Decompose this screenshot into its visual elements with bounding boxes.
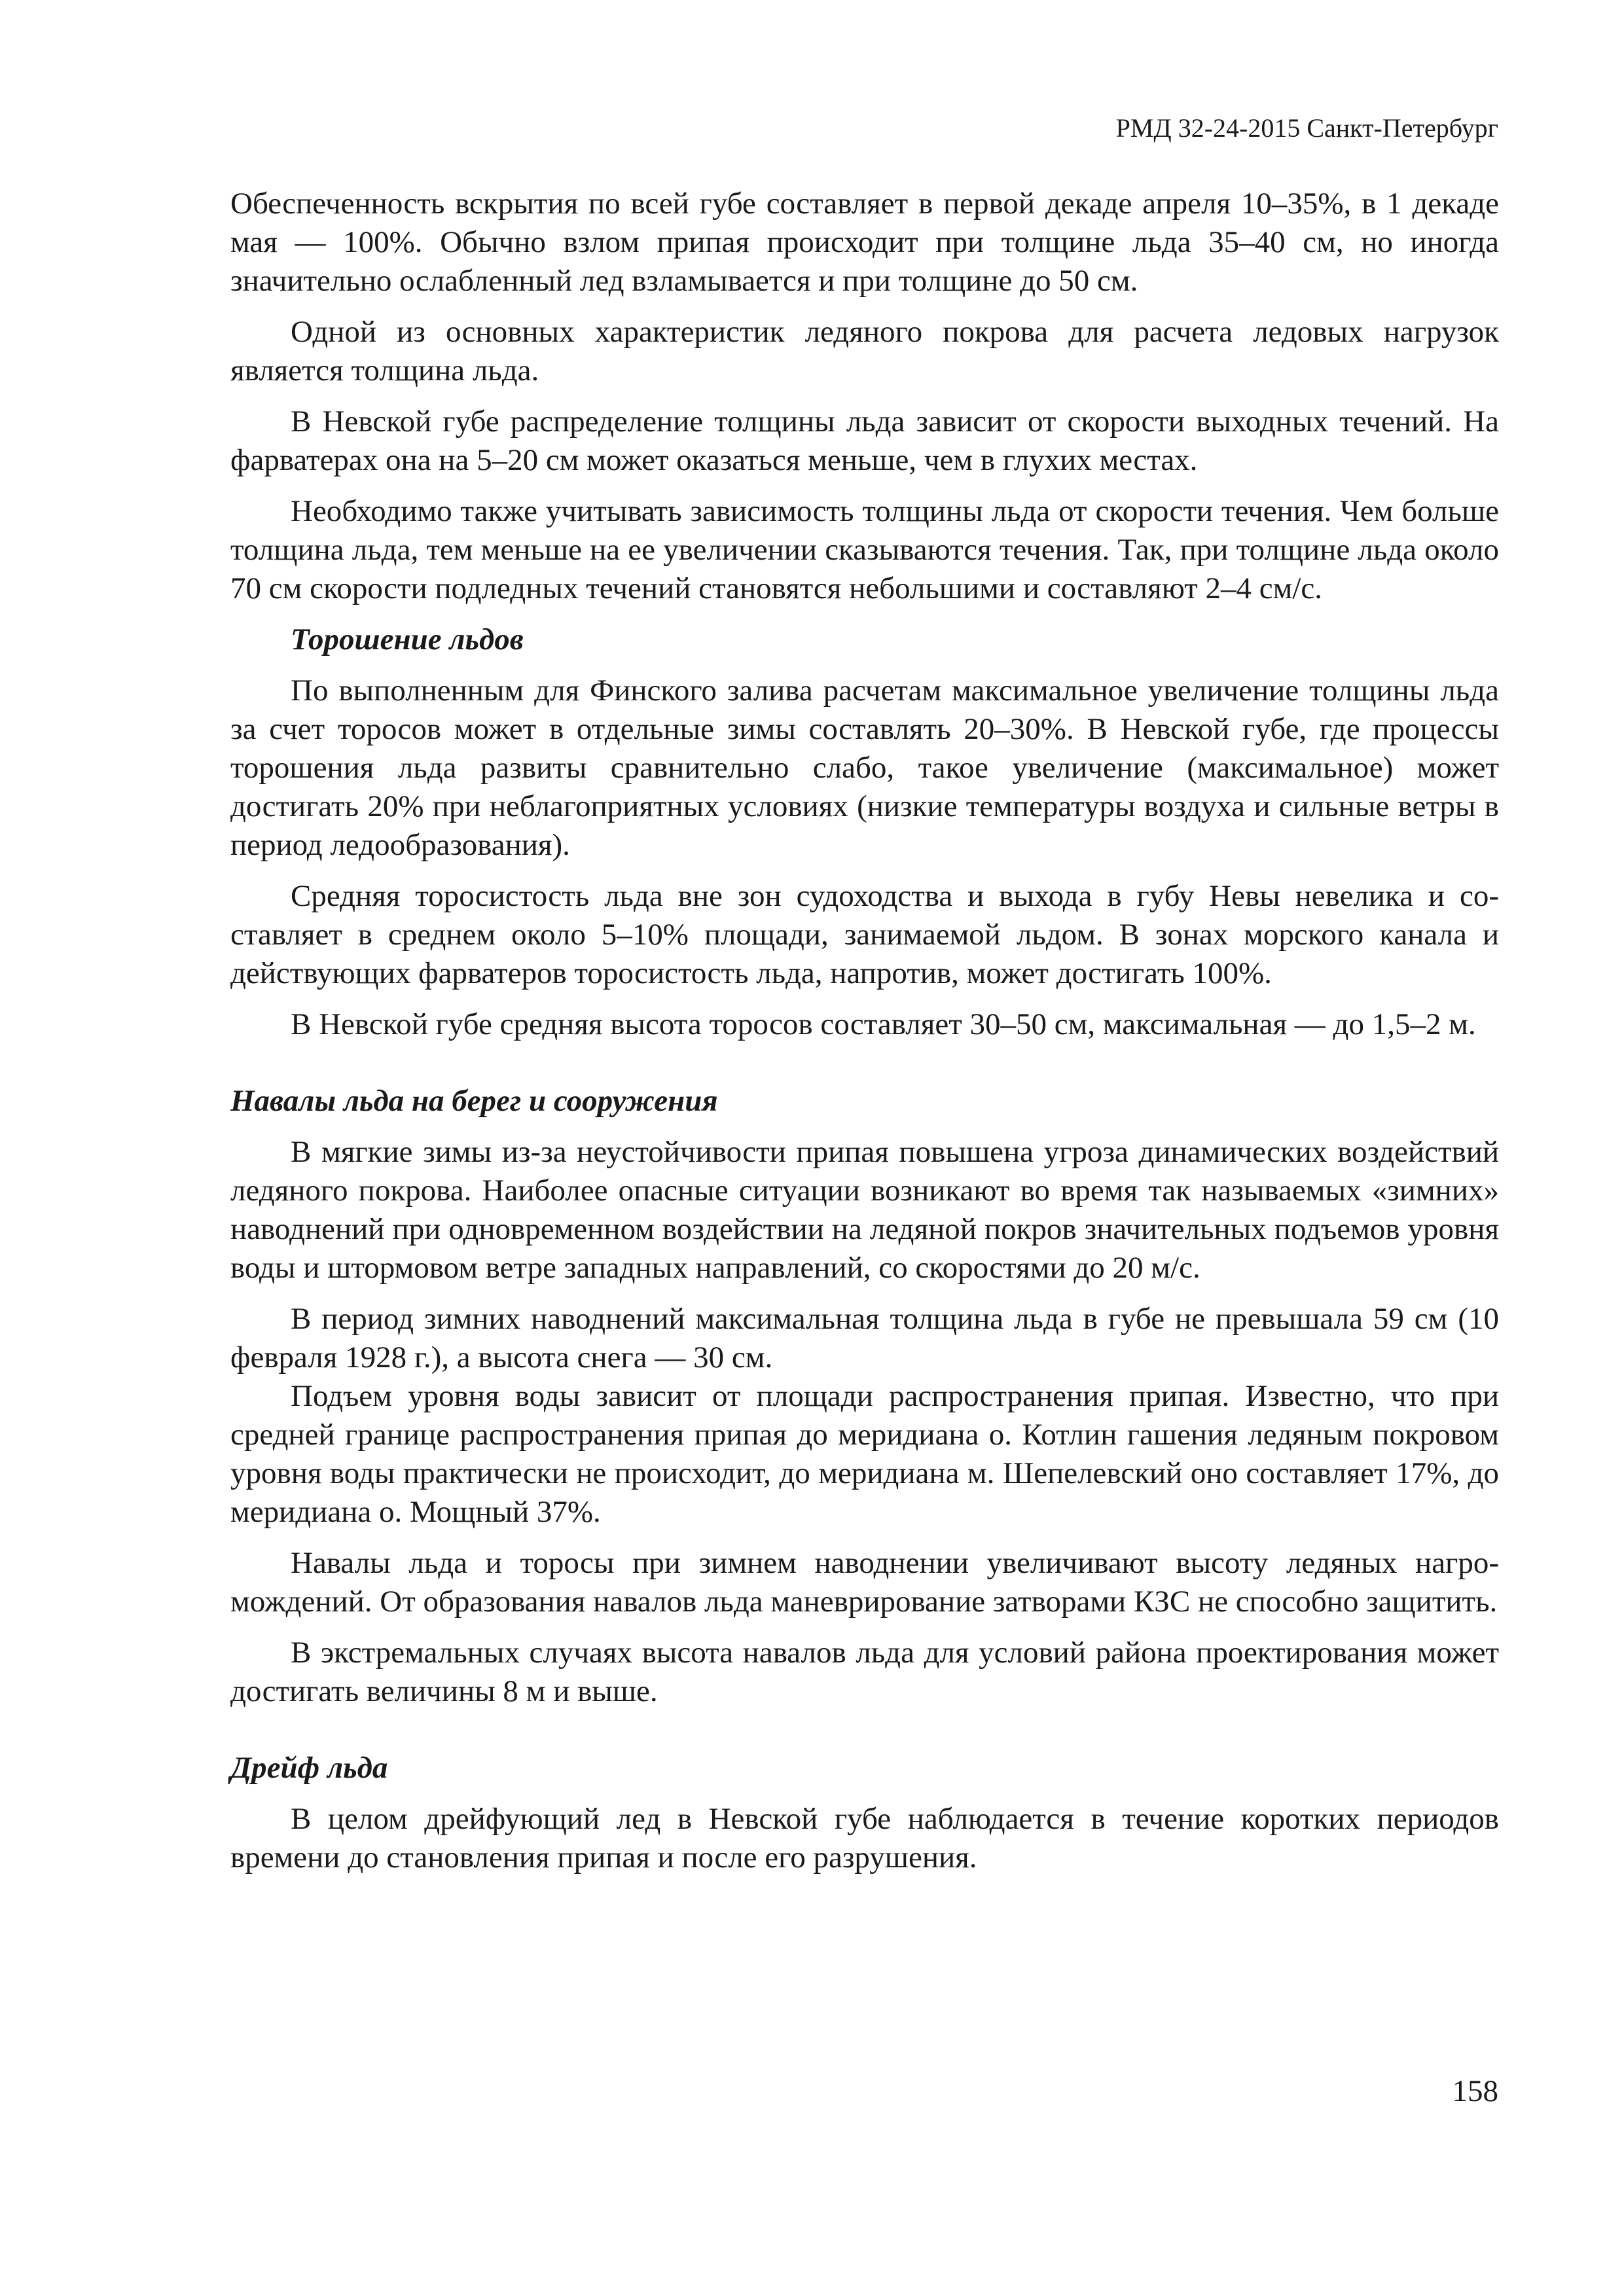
running-header: РМД 32-24-2015 Санкт-Петербург [1115,113,1498,143]
paragraph-ridging-increase: По выполненным для Финского залива расчетам максимальное увеличение толщины льда за счет торосов может в отдельные зимы составлять 20–30%. В Невской губе, где процессы торошения льда развиты сравнительно слабо, такое увеличение (максимальное) может достигать 20% при неблагоприятных условиях (низкие температуры воздуха и сильные ветры в период ледообразования). [230,673,1499,862]
paragraph-pileups-and-ridges: Навалы льда и торосы при зимнем наводнении увеличивают высоту ледяных нагромождений. От образования навалов льда маневрирование затворами КЗС не способно защитить. [230,1546,1499,1619]
paragraph-extreme-pileup-height: В экстремальных случаях высота навалов льда для условий района проектирования может достигать величины 8 м и выше. [230,1636,1499,1708]
paragraph-average-ridging: Средняя торосистость льда вне зон судоходства и выхода в губу Невы невелика и составляет в среднем около 5–10% площади, занимаемой льдом. В зонах морского канала и действующих фарватеров торосистость льда, напротив, может достигать 100%. [230,879,1499,990]
paragraph-mild-winters: В мягкие зимы из-за неустойчивости припая повышена угроза динамических воздействий ледяного покрова. Наиболее опасные ситуации возникают во время так называемых «зимних» наводнений при одновременном воздействии на ледяной покров значительных подъемов уровня воды и штормовом ветре западных направлений, со скоростями до 20 м/с. [230,1135,1499,1285]
section-heading-ice-drift: Дрейф льда [230,1751,388,1785]
paragraph-water-level-rise: Подъем уровня воды зависит от площади распространения припая. Известно, что при средней границе распространения припая до меридиана о. Котлин гашения ледяным покровом уровня воды практически не происходит, до меридиана м. Шепелевский оно составляет 17%, до меридиана о. Мощный 37%. [230,1379,1499,1529]
paragraph-thickness-current-dependency: Необходимо также учитывать зависимость толщины льда от скорости течения. Чем больше толщина льда, тем меньше на ее увеличении сказываются течения. Так, при толщине льда около 70 см скорости подледных течений становятся небольшими и составляют 2–4 см/с. [230,494,1499,605]
section-heading-ice-pileup: Навалы льда на берег и сооружения [230,1084,718,1118]
section-heading-ridging: Торошение льдов [291,622,524,656]
paragraph-drifting-ice: В целом дрейфующий лед в Невской губе наблюдается в течение коротких периодов времени до становления припая и после его разрушения. [230,1802,1499,1874]
paragraph-winter-floods-thickness: В период зимних наводнений максимальная толщина льда в губе не превышала 59 см (10 февраля 1928 г.), а высота снега — 30 см. [230,1302,1499,1374]
paragraph-break-up-probability: Обеспеченность вскрытия по всей губе составляет в первой декаде апреля 10–35%, в 1 декаде мая — 100%. Обычно взлом припая происходит при толщине льда 35–40 см, но иногда значительно ослабленный лед взламывается и при толщине до 50 см. [230,187,1499,298]
page-number: 158 [1452,2074,1498,2108]
paragraph-thickness-distribution: В Невской губе распределение толщины льда зависит от скорости выходных течений. На фарватерах она на 5–20 см может оказаться меньше, чем в глухих местах. [230,404,1499,477]
paragraph-ridge-height: В Невской губе средняя высота торосов составляет 30–50 см, максимальная — до 1,5–2 м. [291,1007,1476,1041]
body-text [230,185,1499,1890]
paragraph-ice-thickness-key: Одной из основных характеристик ледяного покрова для расчета ледовых нагрузок является толщина льда. [230,315,1499,387]
